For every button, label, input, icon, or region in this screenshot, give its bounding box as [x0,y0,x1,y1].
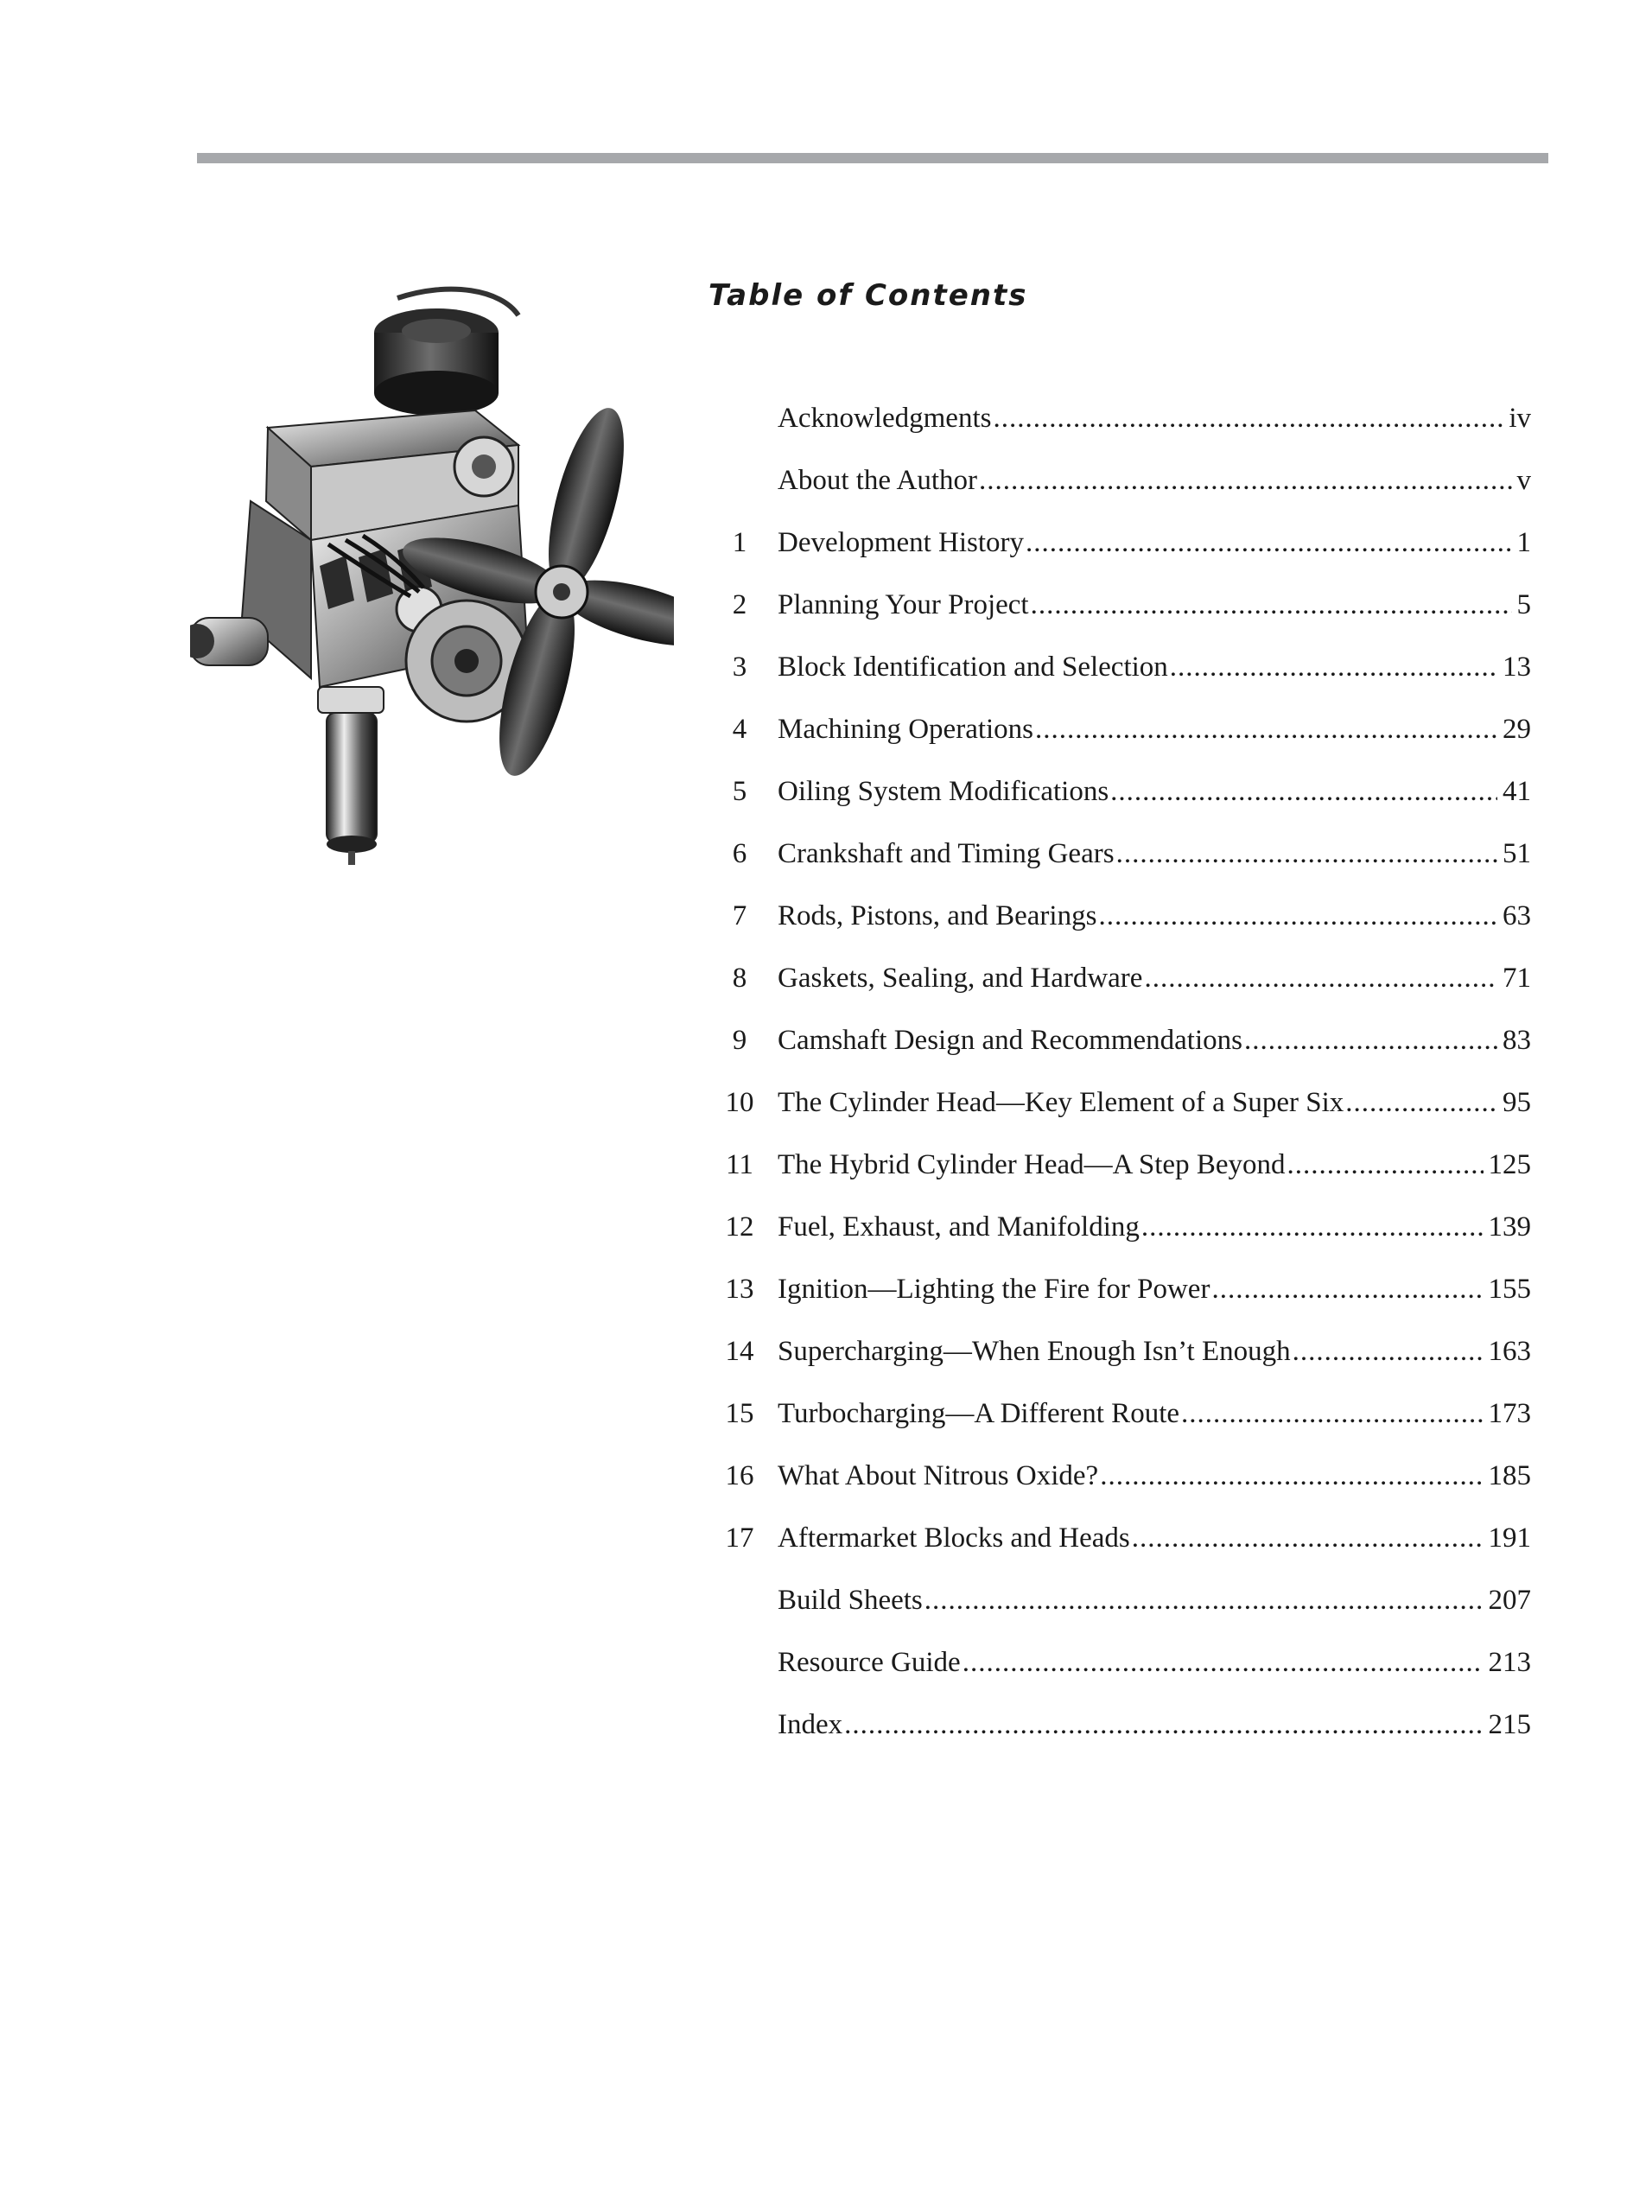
entry-title[interactable]: Index [778,1709,843,1740]
toc-entry[interactable] [702,760,1531,823]
entry-title[interactable]: The Cylinder Head—Key Element of a Super Six [778,1087,1344,1118]
page-number: 29 [1503,714,1531,745]
page-number: 207 [1488,1585,1531,1616]
page-title: Table of Contents [708,278,1028,313]
toc-entry[interactable] [702,1071,1531,1134]
entry-title[interactable]: Gaskets, Sealing, and Hardware [778,963,1143,994]
toc-entry[interactable] [702,574,1531,636]
entry-title[interactable]: Development History [778,527,1025,558]
toc-entry[interactable] [702,947,1531,1009]
chapter-number: 16 [725,1460,754,1491]
dot-leader [1170,636,1497,698]
chapter-number: 8 [732,963,747,994]
entry-title[interactable]: Machining Operations [778,714,1034,745]
chapter-number: 3 [732,652,747,683]
top-rule [197,153,1548,163]
dot-leader [1098,885,1497,947]
entry-title[interactable]: The Hybrid Cylinder Head—A Step Beyond [778,1149,1286,1180]
toc-entry[interactable] [702,1009,1531,1071]
toc-entry[interactable] [702,1134,1531,1196]
entry-title[interactable]: Build Sheets [778,1585,923,1616]
chapter-number: 13 [725,1274,754,1305]
chapter-number: 5 [732,776,747,807]
entry-title[interactable]: Ignition—Lighting the Fire for Power [778,1274,1210,1305]
entry-title[interactable]: Crankshaft and Timing Gears [778,838,1115,869]
chapter-number: 2 [732,589,747,620]
dot-leader [924,1569,1484,1631]
dot-leader [1211,1258,1483,1320]
entry-title[interactable]: Planning Your Project [778,589,1029,620]
page-number: 125 [1488,1149,1531,1180]
page-number: 185 [1488,1460,1531,1491]
page-number: 5 [1516,589,1531,620]
dot-leader [1141,1196,1484,1258]
chapter-number: 12 [725,1211,754,1243]
entry-title[interactable]: Block Identification and Selection [778,652,1168,683]
chapter-number: 1 [732,527,747,558]
toc-entry[interactable] [702,449,1531,512]
dot-leader [1132,1507,1484,1569]
dot-leader [1031,574,1512,636]
toc-entry[interactable] [702,1320,1531,1382]
dot-leader [1026,512,1511,574]
entry-title[interactable]: Fuel, Exhaust, and Manifolding [778,1211,1140,1243]
page-number: 95 [1503,1087,1531,1118]
toc-entry[interactable] [702,1694,1531,1756]
dot-leader [1287,1134,1484,1196]
page-number: 213 [1488,1647,1531,1678]
page-number: 83 [1503,1025,1531,1056]
entry-title[interactable]: Resource Guide [778,1647,961,1678]
engine-illustration [190,281,674,868]
toc-entry[interactable] [702,1382,1531,1445]
chapter-number: 9 [732,1025,747,1056]
chapter-number: 17 [725,1522,754,1554]
toc-entry[interactable] [702,387,1531,449]
toc-entry[interactable] [702,1445,1531,1507]
page-number: iv [1509,403,1531,434]
page-number: 71 [1503,963,1531,994]
page-number: 215 [1488,1709,1531,1740]
chapter-number: 10 [725,1087,754,1118]
page-number: 13 [1503,652,1531,683]
chapter-number: 14 [725,1336,754,1367]
toc-list [702,387,1531,1756]
page-number: 63 [1503,900,1531,931]
toc-entry[interactable] [702,1631,1531,1694]
dot-leader [1181,1382,1483,1445]
toc-entry[interactable] [702,885,1531,947]
dot-leader [1035,698,1497,760]
entry-title[interactable]: Rods, Pistons, and Bearings [778,900,1097,931]
entry-title[interactable]: Turbocharging—A Different Route [778,1398,1180,1429]
toc-entry[interactable] [702,823,1531,885]
entry-title[interactable]: What About Nitrous Oxide? [778,1460,1099,1491]
toc-entry[interactable] [702,1258,1531,1320]
dot-leader [1110,760,1497,823]
toc-entry[interactable] [702,698,1531,760]
page-number: 163 [1488,1336,1531,1367]
chapter-number: 11 [726,1149,753,1180]
page-number: 173 [1488,1398,1531,1429]
page-number: v [1516,465,1531,496]
toc-entry[interactable] [702,1196,1531,1258]
dot-leader [993,387,1503,449]
entry-title[interactable]: Aftermarket Blocks and Heads [778,1522,1130,1554]
dot-leader [844,1694,1483,1756]
dot-leader [1100,1445,1483,1507]
page-number: 41 [1503,776,1531,807]
page-number: 51 [1503,838,1531,869]
toc-entry[interactable] [702,636,1531,698]
dot-leader [963,1631,1484,1694]
entry-title[interactable]: About the Author [778,465,977,496]
toc-entry[interactable] [702,512,1531,574]
chapter-number: 4 [732,714,747,745]
page-number: 155 [1488,1274,1531,1305]
dot-leader [1345,1071,1497,1134]
page-number: 1 [1516,527,1531,558]
chapter-number: 15 [725,1398,754,1429]
entry-title[interactable]: Oiling System Modifications [778,776,1109,807]
page-number: 139 [1488,1211,1531,1243]
dot-leader [1293,1320,1484,1382]
dot-leader [1116,823,1497,885]
toc-entry[interactable] [702,1507,1531,1569]
entry-title[interactable]: Camshaft Design and Recommendations [778,1025,1242,1056]
dot-leader [1144,947,1497,1009]
page-number: 191 [1488,1522,1531,1554]
entry-title[interactable]: Acknowledgments [778,403,992,434]
dot-leader [979,449,1512,512]
chapter-number: 6 [732,838,747,869]
toc-entry[interactable] [702,1569,1531,1631]
chapter-number: 7 [732,900,747,931]
dot-leader [1244,1009,1497,1071]
entry-title[interactable]: Supercharging—When Enough Isn’t Enough [778,1336,1291,1367]
